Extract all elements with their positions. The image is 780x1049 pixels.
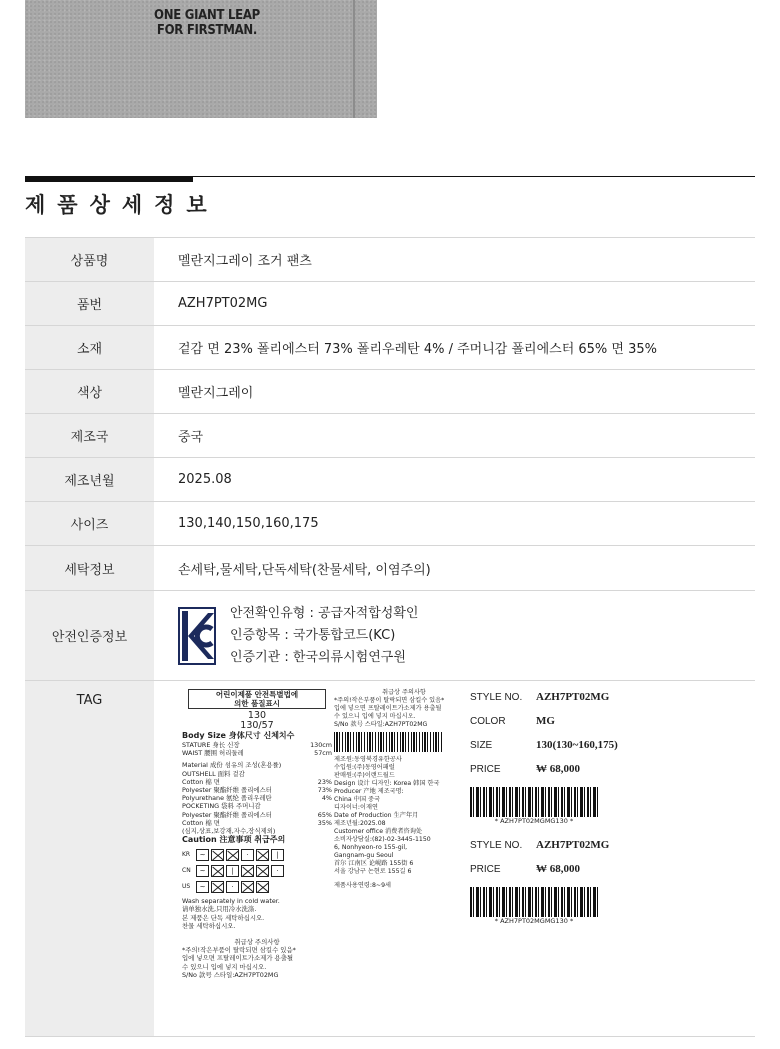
pants-seam: [353, 0, 355, 118]
care2-line: 소비자상담실:(82)-02-3445-1150: [334, 836, 431, 843]
care2-line: 제조원:동영북경유한공사: [334, 756, 402, 763]
care2-line: Design 设计 디자인: Korea 韩国 한국: [334, 780, 440, 787]
spec-value: 2025.08: [154, 458, 755, 502]
care-country-us: US: [182, 883, 191, 891]
care-head-line-2: 의한 품질표시: [233, 699, 281, 708]
care2-line: China 中国 중국: [334, 796, 380, 803]
tag-label: TAG: [25, 681, 154, 1037]
no-tumble-dry-icon: [241, 865, 254, 877]
care2-barcode: [334, 732, 444, 752]
care-comp-pct: 65%: [317, 810, 332, 819]
no-dry-clean-icon: [256, 865, 269, 877]
care2-line: 6, Nonhyeon-ro 155-gil,: [334, 844, 408, 851]
price-tag-row: [470, 733, 770, 757]
tag-style-value-2: AZH7PT02MG: [536, 839, 610, 851]
tag-style-key: STYLE NO.: [470, 691, 523, 703]
price-tag-row: [470, 685, 770, 709]
no-bleach-icon: [211, 849, 224, 861]
price-tag-row: [470, 757, 770, 781]
section-title: 제품상세정보: [25, 193, 219, 217]
care-label-header: [188, 689, 326, 709]
iron-icon: ·: [271, 865, 284, 877]
spec-label: 상품명: [25, 238, 154, 282]
spec-row: [25, 282, 755, 326]
spec-label: 사이즈: [25, 502, 154, 546]
print-line-2: FOR FIRSTMAN.: [156, 23, 258, 38]
care-comp-row: [182, 786, 332, 794]
care2-line: 디자이너:이재연: [334, 804, 378, 811]
care-wash-cn: 请单独水洗,只用冷水洗涤.: [182, 905, 257, 914]
care-comp-name: POCKETING 袋料 주머니감: [182, 802, 261, 811]
care-waist: WAIST 腰围 허리둘레: [182, 749, 244, 758]
care-notice-line: *주의!작은부품이 탈락되면 삼킬수 있음*: [182, 946, 296, 955]
wash-icon: ~: [196, 881, 209, 893]
cert-value: [154, 591, 755, 681]
care-comp-pct: 4%: [321, 794, 332, 803]
spec-value: 멜란지그레이 조거 팬츠: [154, 238, 755, 282]
care2-line: Gangnam-gu Seoul: [334, 852, 394, 859]
spec-label: 제조년월: [25, 458, 154, 502]
tag-color-value: MG: [536, 715, 555, 727]
tag-size-key: SIZE: [470, 739, 493, 751]
cert-line-type: 안전확인유형 : 공급자적합성확인: [230, 605, 419, 621]
care-material: Material 成份 섬유의 조성(혼용률): [182, 761, 282, 770]
tag-panel: [154, 681, 755, 1036]
care2-line: 판매원:(주)이랜드월드: [334, 772, 395, 779]
tag-price-value-2: ₩ 68,000: [536, 863, 580, 875]
tag-price-value: ₩ 68,000: [536, 763, 580, 775]
line-dry-icon: |: [226, 865, 239, 877]
tag-images: [154, 681, 755, 1037]
care-notice-line: 수 있으니 입에 넣지 마십시오.: [182, 962, 267, 971]
care-wash-kr-1: 본 제품은 단독 세탁하십시오.: [182, 913, 265, 922]
care-label-1: [182, 689, 332, 1029]
care2-line: Customer office 消费者咨询处: [334, 828, 423, 835]
tag-row: [25, 681, 755, 1037]
product-spec-table: [25, 237, 755, 1037]
care-comp-row: [182, 778, 332, 786]
spec-label: 제조국: [25, 414, 154, 458]
spec-label: 품번: [25, 282, 154, 326]
garment-print-text: [144, 8, 270, 38]
care-comp-row: [182, 802, 332, 810]
spec-row: [25, 414, 755, 458]
care-size-1: 130: [247, 710, 267, 721]
care-comp-pct: 35%: [317, 818, 332, 827]
care2-line: Producer 产地 제조국명:: [334, 788, 404, 795]
spec-row: [25, 238, 755, 282]
tag-price-key-2: PRICE: [470, 863, 501, 875]
tag-style-value: AZH7PT02MG: [536, 691, 610, 703]
spec-label: 색상: [25, 370, 154, 414]
care2-line: 서울 강남구 논현로 155길 6: [334, 868, 412, 875]
spec-label: 세탁정보: [25, 546, 154, 591]
care-label-2: [334, 689, 474, 890]
hand-wash-icon: ~: [196, 849, 209, 861]
price-tag-row: [470, 709, 770, 733]
no-dry-clean-icon: [256, 881, 269, 893]
care-comp-row: [182, 819, 332, 827]
care2-notice-line: *주의!작은부품이 탈락되면 삼킬수 있음*: [334, 697, 445, 704]
care-comp-name: Polyester 聚酯纤维 폴리에스터: [182, 810, 272, 819]
iron-icon: ·: [241, 849, 254, 861]
spec-row: [25, 326, 755, 370]
care-comp-row: [182, 811, 332, 819]
care-stature-value: 130cm: [310, 741, 332, 749]
cert-row: [25, 591, 755, 681]
spec-value: 130,140,150,160,175: [154, 502, 755, 546]
care2-line: 제조년월:2025.08: [334, 820, 386, 827]
care-stature: STATURE 身长 신장: [182, 741, 240, 749]
care-comp-name: Cotton 棉 면: [182, 777, 220, 786]
cert-label: 안전인증정보: [25, 591, 154, 681]
line-dry-icon: |: [271, 849, 284, 861]
care-icons-kr: [182, 849, 332, 861]
care-notice-line: 입에 넣으면 프탈레이트가소제가 용출될: [182, 954, 294, 963]
care-waist-row: [182, 749, 332, 757]
no-bleach-icon: [211, 881, 224, 893]
tag-barcode: [470, 787, 598, 817]
kc-mark-icon: [178, 607, 216, 665]
spec-value: 겉감 면 23% 폴리에스터 73% 폴리우레탄 4% / 주머니감 폴리에스터 65% 면 35%: [154, 326, 755, 370]
care-size-2: 130/57: [240, 720, 274, 731]
care2-age-line: 제품사용연령:8~9세: [334, 882, 391, 889]
care2-notice-title: 취급상 주의사항: [382, 689, 426, 696]
care2-notice-line: 수 있으니 입에 넣지 마십시오.: [334, 713, 416, 720]
care-waist-value: 57cm: [314, 749, 332, 758]
tag-price-key: PRICE: [470, 763, 501, 775]
price-tag-row: [470, 833, 770, 857]
care-country-kr: KR: [182, 851, 191, 859]
care-comp-name: Polyester 聚酯纤维 폴리에스터: [182, 786, 272, 795]
care-wash-en: Wash separately in cold water.: [182, 897, 280, 906]
care-icons-cn: [182, 865, 332, 877]
section-accent-bar: [25, 176, 193, 182]
care-icons-us: [182, 881, 332, 893]
care-head-line-1: 어린이제품 안전특별법에: [215, 690, 299, 699]
care-exclude: (심지,상표,보강재,자수,장식제외): [182, 827, 276, 836]
care2-notice-line: 입에 넣으면 프탈레이트가소제가 용출될: [334, 705, 442, 712]
care-wash-kr-2: 찬물 세탁하십시오.: [182, 921, 236, 930]
care2-line: 首尔 江南区 论岘路 155街 6: [334, 860, 414, 867]
no-dry-clean-icon: [256, 849, 269, 861]
care-comp-name: Cotton 棉 면: [182, 818, 220, 827]
spec-value: 멜란지그레이: [154, 370, 755, 414]
care2-style-no: S/No 款号 스타일:AZH7PT02MG: [334, 721, 428, 728]
spec-row: [25, 370, 755, 414]
price-tag-row: [470, 857, 770, 881]
iron-icon: ·: [226, 881, 239, 893]
care2-line: 수입원:(주)동영어패럴: [334, 764, 395, 771]
spec-label: 소재: [25, 326, 154, 370]
tag-color-key: COLOR: [470, 715, 506, 727]
spec-value: 중국: [154, 414, 755, 458]
care-country-cn: CN: [182, 867, 191, 875]
tag-barcode-2: [470, 887, 598, 917]
cert-line-agency: 인증기관 : 한국의류시험연구원: [230, 649, 406, 665]
product-photo: [25, 0, 377, 118]
no-tumble-dry-icon: [241, 881, 254, 893]
care-style-no: S/No 款号 스타일:AZH7PT02MG: [182, 970, 279, 979]
care-notice-title: 취급상 주의사항: [234, 938, 280, 947]
care-caution: Caution 注意事项 취급주의: [182, 835, 286, 845]
care-stature-row: [182, 741, 332, 749]
wash-icon: ~: [196, 865, 209, 877]
care-outshell: OUTSHELL 面料 겉감: [182, 769, 245, 778]
tag-barcode-number-2: * AZH7PT02MGMG130 *: [494, 917, 574, 925]
care-body-size: Body Size 身体尺寸 신체치수: [182, 731, 295, 740]
cert-line-item: 인증항목 : 국가통합코드(KC): [230, 627, 396, 643]
spec-value: 손세탁,물세탁,단독세탁(찬물세탁, 이염주의): [154, 546, 755, 591]
no-bleach-icon: [211, 865, 224, 877]
care2-line: Date of Production 生产年月: [334, 812, 419, 819]
spec-row: [25, 546, 755, 591]
print-line-1: ONE GIANT LEAP: [154, 8, 260, 23]
care-comp-name: Polyurethane 氨纶 폴리우레탄: [182, 794, 272, 803]
tag-size-value: 130(130~160,175): [536, 739, 618, 751]
spec-value: AZH7PT02MG: [154, 282, 755, 326]
spec-row: [25, 458, 755, 502]
no-tumble-dry-icon: [226, 849, 239, 861]
care-comp-pct: 23%: [317, 777, 332, 786]
spec-row: [25, 502, 755, 546]
tag-barcode-number: * AZH7PT02MGMG130 *: [494, 817, 574, 825]
tag-style-key-2: STYLE NO.: [470, 839, 523, 851]
price-tag: [470, 685, 770, 925]
care-comp-pct: 73%: [317, 786, 332, 795]
